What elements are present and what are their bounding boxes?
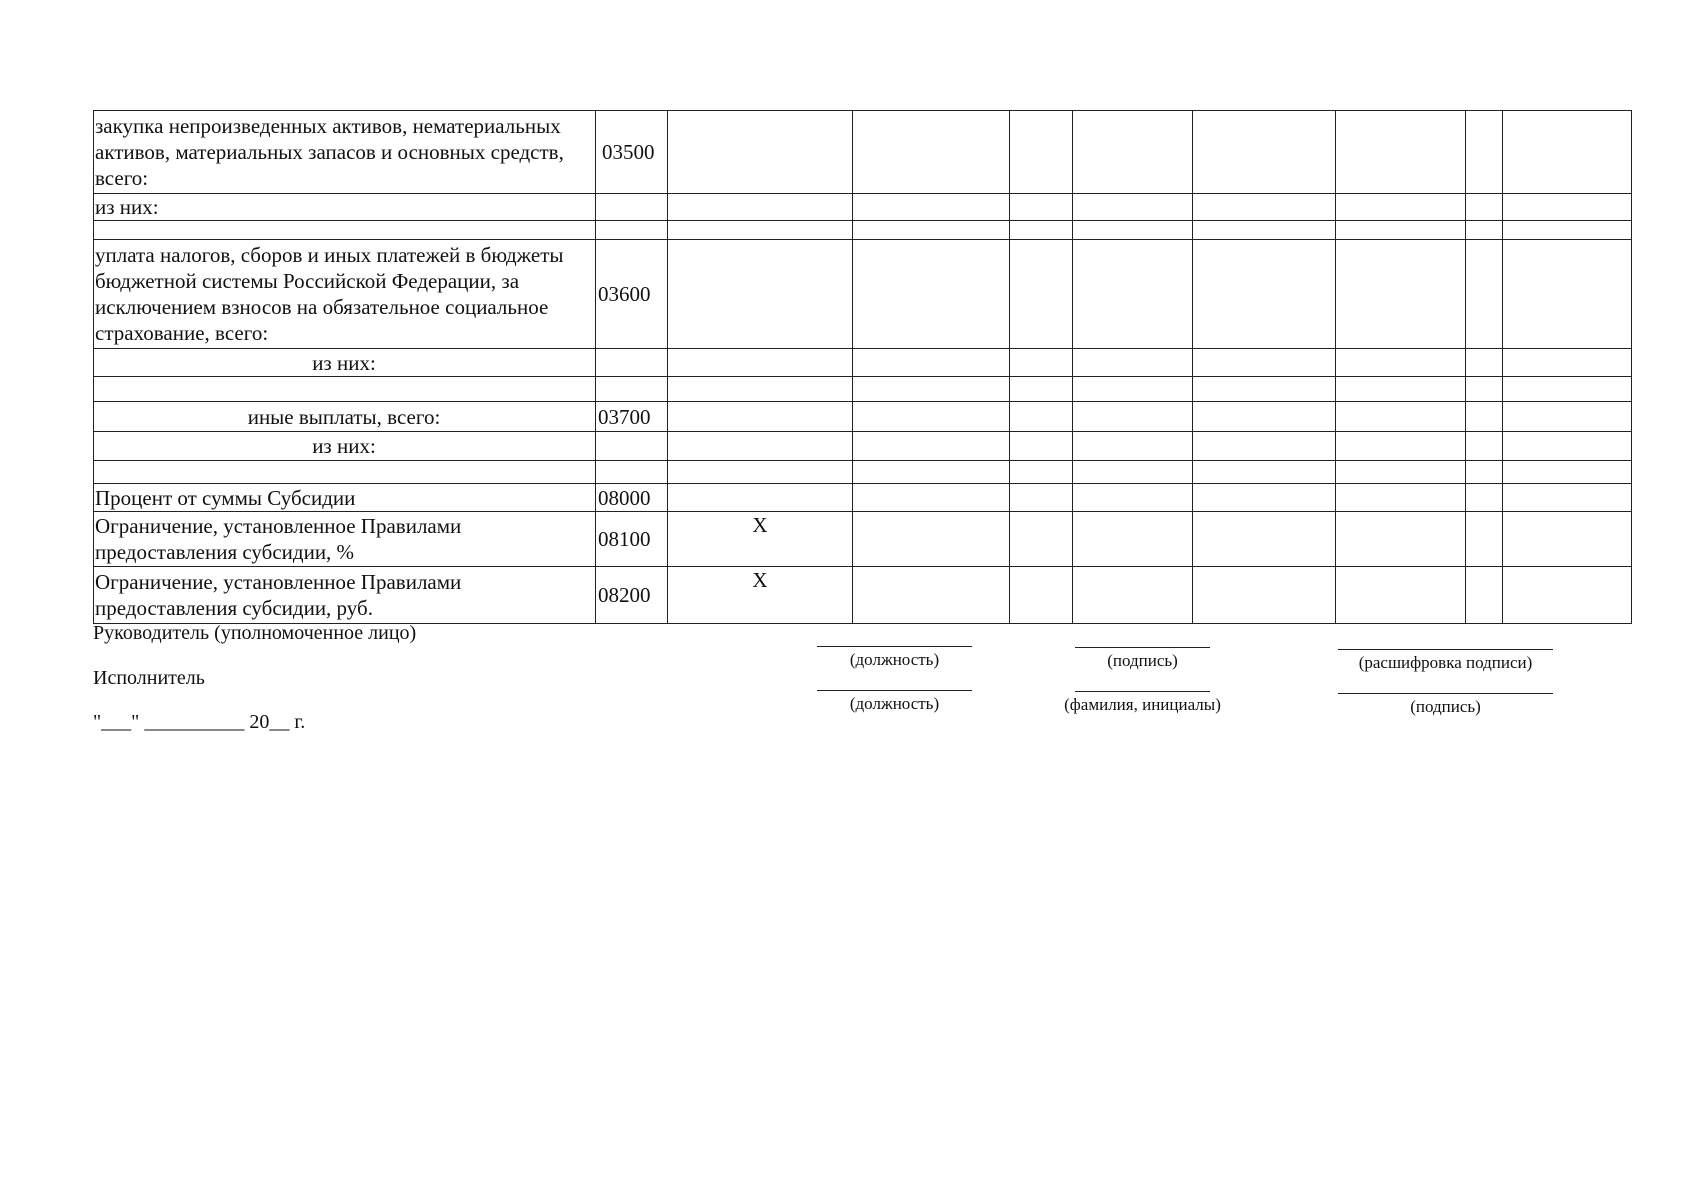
value-cell — [1466, 402, 1503, 432]
value-cell — [1073, 377, 1193, 402]
head-decoding-caption: (расшифровка подписи) — [1358, 653, 1533, 672]
row-label — [94, 377, 596, 402]
value-cell — [1503, 461, 1632, 484]
value-cell — [1073, 240, 1193, 349]
value-cell — [1503, 111, 1632, 194]
row-code — [596, 377, 668, 402]
value-cell — [1073, 402, 1193, 432]
value-cell — [1010, 432, 1073, 461]
head-position-line — [817, 646, 972, 647]
value-cell — [1336, 221, 1466, 240]
value-cell — [1193, 349, 1336, 377]
value-cell — [1466, 377, 1503, 402]
row-code: 08000 — [596, 484, 668, 512]
row-code — [596, 349, 668, 377]
value-cell — [1503, 432, 1632, 461]
row-code — [596, 194, 668, 221]
value-cell — [1336, 111, 1466, 194]
value-cell — [1503, 512, 1632, 567]
value-cell — [1466, 432, 1503, 461]
table-row — [94, 512, 1632, 567]
head-position-caption: (должность) — [849, 650, 940, 669]
value-cell — [1503, 349, 1632, 377]
row-mark — [668, 194, 853, 221]
value-cell — [1503, 240, 1632, 349]
value-cell — [1336, 512, 1466, 567]
value-cell — [1466, 111, 1503, 194]
value-cell — [1336, 484, 1466, 512]
value-cell — [1193, 484, 1336, 512]
value-cell — [1010, 111, 1073, 194]
value-cell — [1073, 349, 1193, 377]
value-cell — [1336, 194, 1466, 221]
value-cell — [1193, 240, 1336, 349]
value-cell — [1193, 111, 1336, 194]
executor-label: Исполнитель — [93, 667, 205, 689]
value-cell — [1193, 194, 1336, 221]
row-mark — [668, 402, 853, 432]
row-label: из них: — [94, 432, 596, 461]
table-row — [94, 240, 1632, 349]
table-row — [94, 377, 1632, 402]
value-cell — [1193, 512, 1336, 567]
row-mark — [668, 240, 853, 349]
executor-signature-caption: (подпись) — [1410, 697, 1481, 716]
row-label: Ограничение, установленное Правилами предоставления субсидии, % — [94, 512, 596, 567]
value-cell — [1010, 461, 1073, 484]
head-decoding-line — [1338, 649, 1553, 650]
row-label: Процент от суммы Субсидии — [94, 484, 596, 512]
value-cell — [1073, 567, 1193, 624]
executor-position-caption: (должность) — [849, 694, 940, 713]
value-cell — [1503, 377, 1632, 402]
value-cell — [1010, 512, 1073, 567]
row-mark: X — [668, 512, 853, 567]
value-cell — [1073, 484, 1193, 512]
value-cell — [1010, 349, 1073, 377]
value-cell — [853, 402, 1010, 432]
row-label — [94, 221, 596, 240]
table-row — [94, 484, 1632, 512]
value-cell — [1010, 402, 1073, 432]
table-row — [94, 221, 1632, 240]
value-cell — [1193, 461, 1336, 484]
value-cell — [1466, 512, 1503, 567]
value-cell — [1336, 567, 1466, 624]
value-cell — [1010, 194, 1073, 221]
value-cell — [1466, 484, 1503, 512]
row-mark — [668, 221, 853, 240]
value-cell — [853, 512, 1010, 567]
value-cell — [1010, 567, 1073, 624]
value-cell — [1193, 402, 1336, 432]
value-cell — [853, 221, 1010, 240]
table-row — [94, 111, 1632, 194]
value-cell — [1073, 194, 1193, 221]
row-label: закупка непроизведенных активов, нематериальных активов, материальных запасов и основных средств, всего: — [94, 111, 596, 194]
value-cell — [1336, 240, 1466, 349]
table-row — [94, 349, 1632, 377]
value-cell — [1503, 221, 1632, 240]
value-cell — [1466, 194, 1503, 221]
row-mark — [668, 349, 853, 377]
row-mark: X — [668, 567, 853, 624]
value-cell — [1193, 221, 1336, 240]
value-cell — [1503, 484, 1632, 512]
value-cell — [853, 111, 1010, 194]
value-cell — [1503, 194, 1632, 221]
value-cell — [1193, 377, 1336, 402]
row-label: уплата налогов, сборов и иных платежей в бюджеты бюджетной системы Российской Федерации, за исключением взносов на обязательное социальное страхование, всего: — [94, 240, 596, 349]
value-cell — [1503, 567, 1632, 624]
row-code — [596, 221, 668, 240]
table-row — [94, 402, 1632, 432]
value-cell — [1466, 349, 1503, 377]
value-cell — [1466, 240, 1503, 349]
row-mark — [668, 111, 853, 194]
value-cell — [1466, 461, 1503, 484]
value-cell — [1010, 484, 1073, 512]
value-cell — [1336, 349, 1466, 377]
value-cell — [1466, 567, 1503, 624]
value-cell — [1073, 432, 1193, 461]
table-row — [94, 461, 1632, 484]
value-cell — [1010, 377, 1073, 402]
row-label: из них: — [94, 349, 596, 377]
date-line: "___" __________ 20__ г. — [93, 711, 306, 733]
executor-position-line — [817, 690, 972, 691]
value-cell — [1073, 111, 1193, 194]
executor-name-caption: (фамилия, инициалы) — [1064, 695, 1221, 714]
table-row — [94, 194, 1632, 221]
value-cell — [1010, 240, 1073, 349]
row-label: из них: — [94, 194, 596, 221]
value-cell — [1336, 377, 1466, 402]
row-label — [94, 461, 596, 484]
row-code: 03700 — [596, 402, 668, 432]
row-mark — [668, 484, 853, 512]
row-label: иные выплаты, всего: — [94, 402, 596, 432]
head-signature-line — [1075, 647, 1210, 648]
head-signature-caption: (подпись) — [1107, 651, 1178, 670]
value-cell — [853, 432, 1010, 461]
row-mark — [668, 432, 853, 461]
row-code — [596, 432, 668, 461]
value-cell — [853, 461, 1010, 484]
value-cell — [853, 349, 1010, 377]
row-label: Ограничение, установленное Правилами предоставления субсидии, руб. — [94, 567, 596, 624]
report-table — [93, 110, 1632, 624]
value-cell — [1336, 402, 1466, 432]
value-cell — [1073, 512, 1193, 567]
value-cell — [853, 484, 1010, 512]
row-code: 03500 — [596, 111, 668, 194]
head-label: Руководитель (уполномоченное лицо) — [93, 622, 417, 644]
value-cell — [1073, 221, 1193, 240]
row-mark — [668, 377, 853, 402]
row-mark — [668, 461, 853, 484]
value-cell — [1193, 432, 1336, 461]
value-cell — [1503, 402, 1632, 432]
value-cell — [1466, 221, 1503, 240]
table-row — [94, 567, 1632, 624]
row-code: 08100 — [596, 512, 668, 567]
value-cell — [1073, 461, 1193, 484]
executor-signature-line — [1338, 693, 1553, 694]
value-cell — [853, 240, 1010, 349]
value-cell — [853, 377, 1010, 402]
value-cell — [1010, 221, 1073, 240]
value-cell — [1336, 461, 1466, 484]
row-code: 08200 — [596, 567, 668, 624]
table-row — [94, 432, 1632, 461]
value-cell — [853, 567, 1010, 624]
value-cell — [853, 194, 1010, 221]
row-code — [596, 461, 668, 484]
value-cell — [1336, 432, 1466, 461]
value-cell — [1193, 567, 1336, 624]
row-code: 03600 — [596, 240, 668, 349]
executor-name-line — [1075, 691, 1210, 692]
